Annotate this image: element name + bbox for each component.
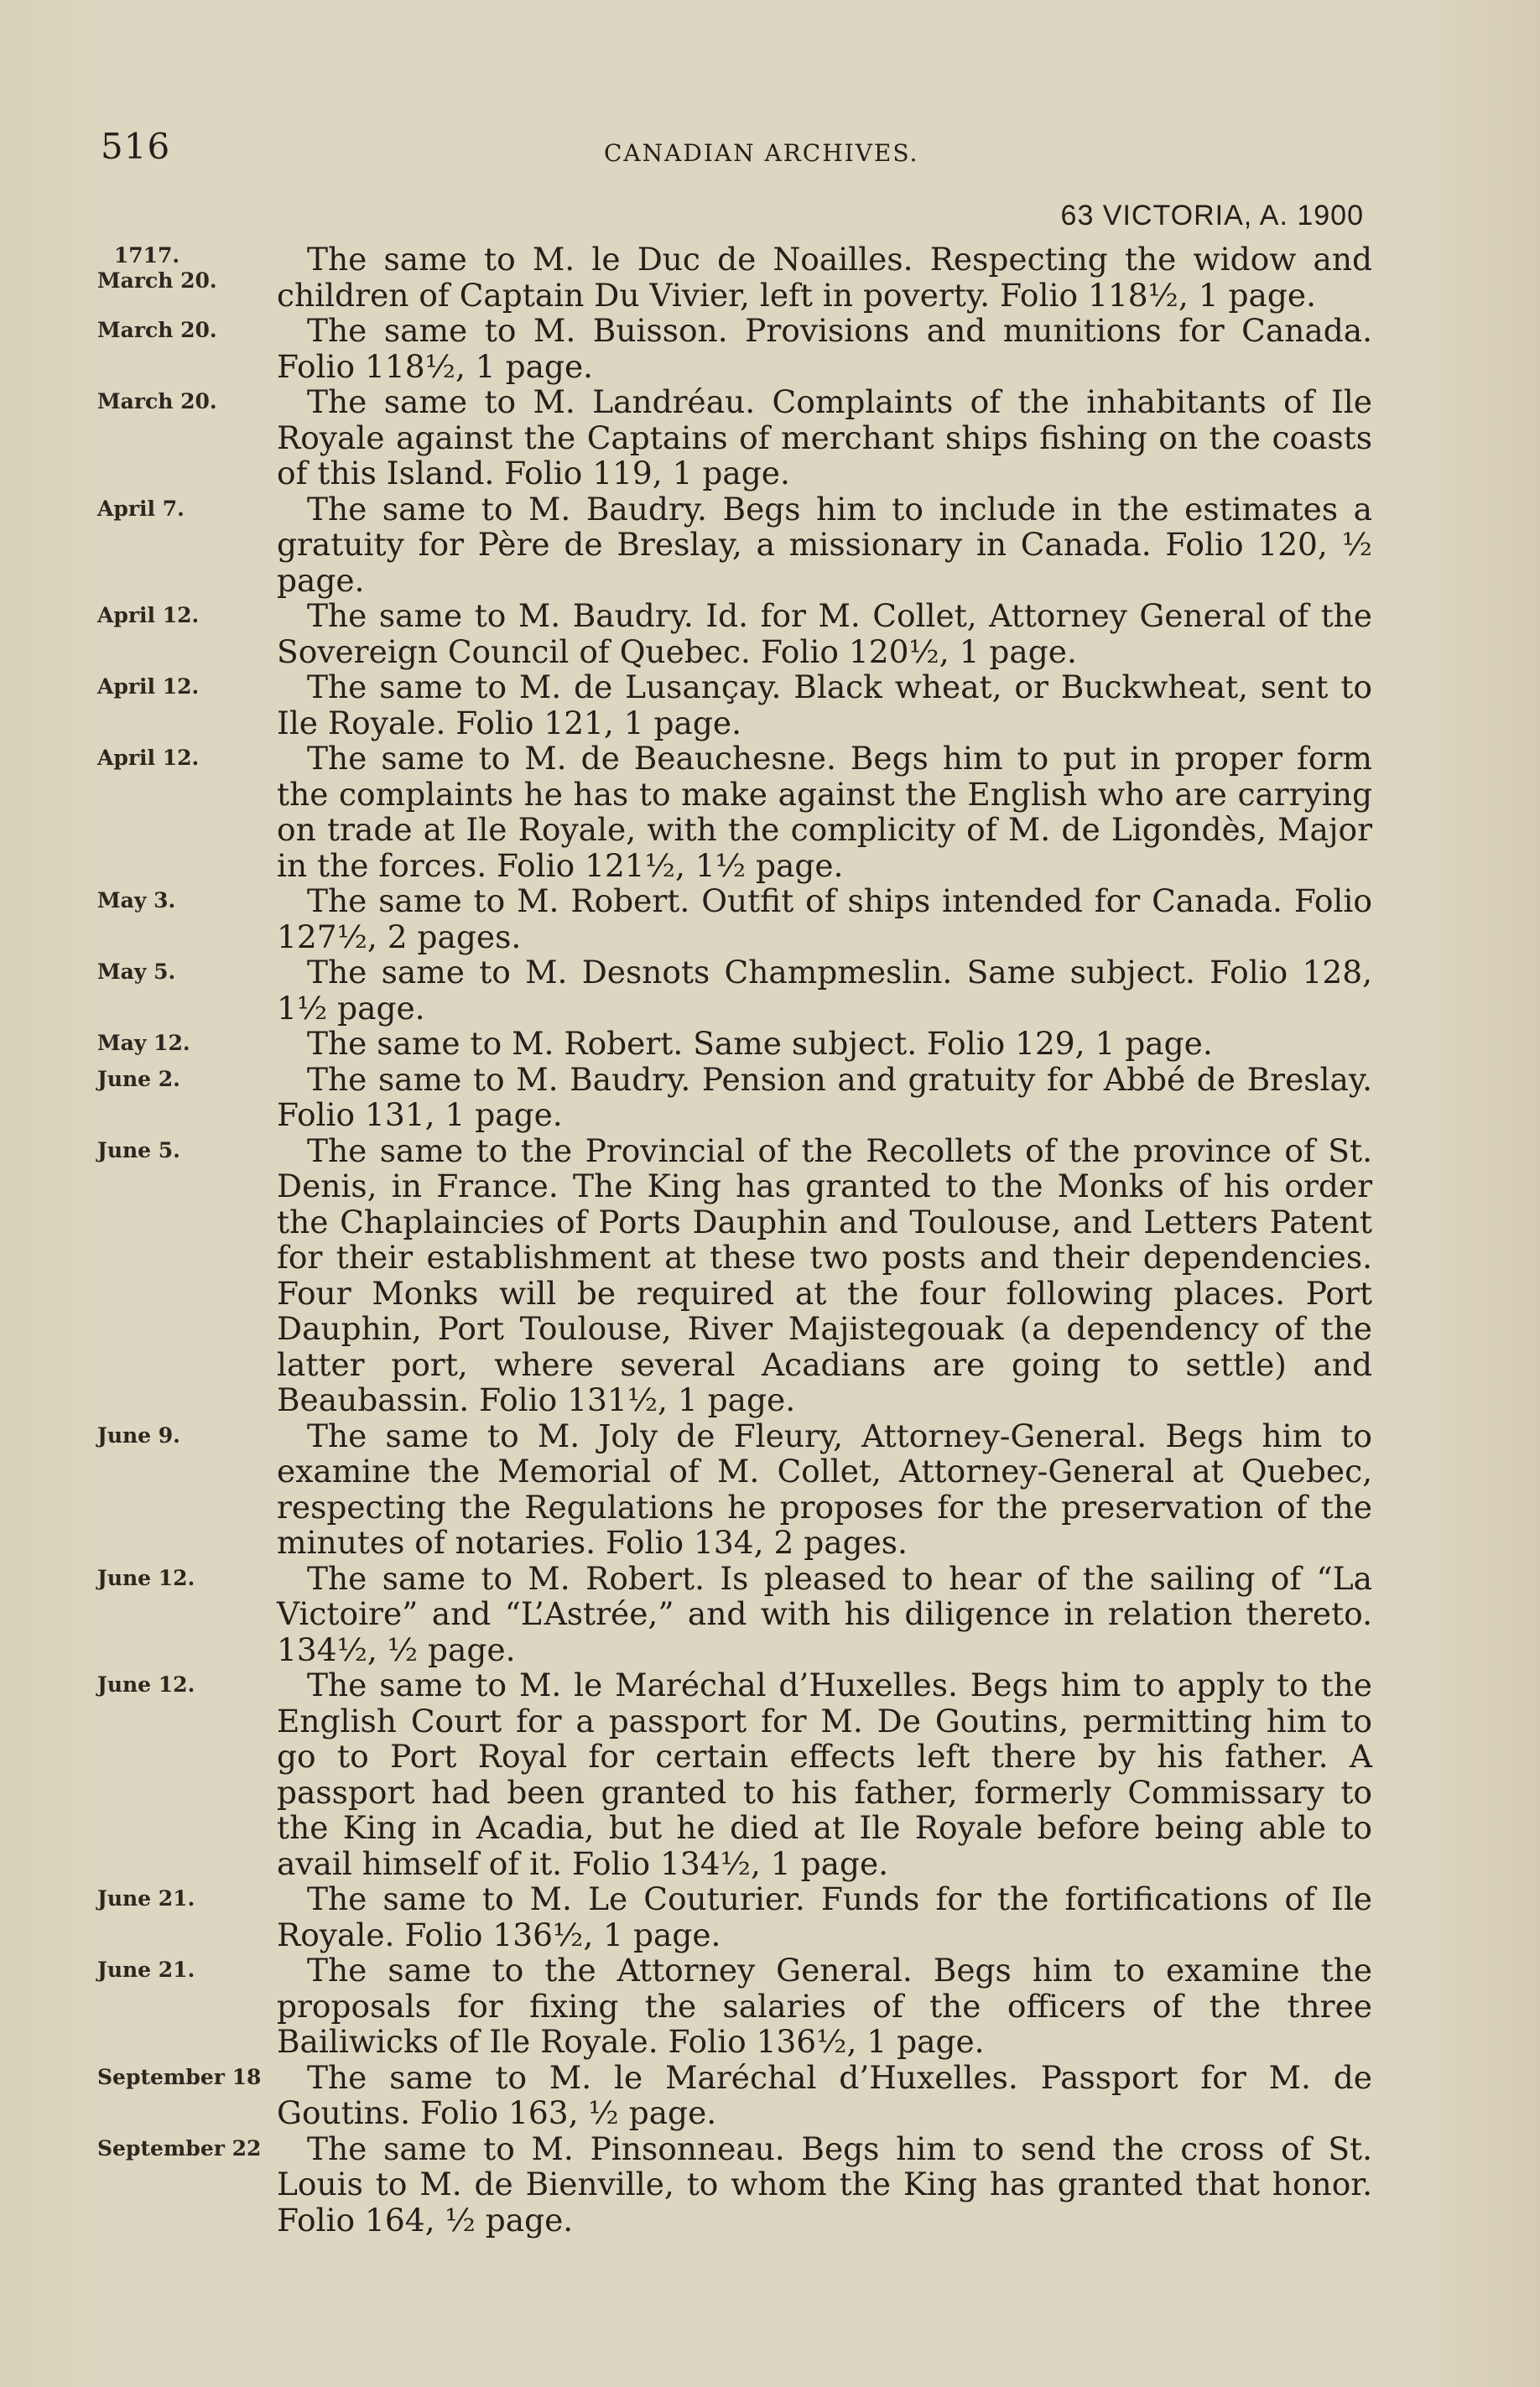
entry-date: June 2. — [97, 1066, 180, 1091]
entry-date: September 18 — [97, 2064, 262, 2089]
entry-date-column — [75, 2060, 277, 2092]
entry-date: June 12. — [97, 1565, 195, 1590]
entry-date-column — [75, 2131, 277, 2163]
entry-text: The same to M. le Maréchal d’Huxelles. Begs him to apply to the English Court for a passport for M. De Goutins, permitting him to go to Port Royal for certain effects left there by his father. A passport had been granted to his father, formerly Commissary to the King in Acadia, but he died at Ile Royale before being able to avail himself of it. Folio 134½, 1 page. — [277, 1667, 1372, 1882]
entry — [75, 2060, 1372, 2131]
entry-date: May 5. — [97, 959, 176, 984]
entry-date: June 21. — [97, 1958, 195, 1982]
entry-date-column — [75, 1062, 277, 1094]
entry-text: The same to M. Pinsonneau. Begs him to send the cross of St. Louis to M. de Bienville, to whom the King has granted that honor. Folio 164, ½ page. — [277, 2130, 1372, 2239]
entry-text: The same to M. de Lusançay. Black wheat, or Buckwheat, sent to Ile Royale. Folio 121, 1 page. — [277, 668, 1372, 741]
entry-date: June 12. — [97, 1672, 195, 1697]
entry-date-column — [75, 242, 277, 295]
entry — [75, 1062, 1372, 1133]
entry — [75, 883, 1372, 954]
entry — [75, 2131, 1372, 2239]
entry-text: The same to M. Robert. Is pleased to hear of the sailing of “La Victoire” and “L’Astrée,” and with his diligence in relation thereto. 134½, ½ page. — [277, 1559, 1372, 1668]
entry-date-column — [75, 491, 277, 523]
entry-text: The same to M. Buisson. Provisions and munitions for Canada. Folio 118½, 1 page. — [277, 312, 1372, 385]
entry-date-column — [75, 1953, 277, 1984]
entry-date: June 9. — [97, 1422, 180, 1448]
entry-date-column — [75, 1133, 277, 1165]
entry-date: May 12. — [97, 1031, 190, 1055]
entry — [75, 491, 1372, 599]
entry — [75, 313, 1372, 384]
entry-date-column — [75, 1418, 277, 1450]
entry-text: The same to M. Joly de Fleury, Attorney-General. Begs him to examine the Memorial of M. Collet, Attorney-General at Quebec, respecting the Regulations he proposes for the preservation of the minutes of notaries. Folio 134, 2 pages. — [277, 1417, 1372, 1561]
entry-date-column — [75, 384, 277, 416]
entry-text: The same to M. Baudry. Begs him to include in the estimates a gratuity for Père de Breslay, a missionary in Canada. Folio 120, ½ page. — [277, 490, 1372, 599]
entry-date-column — [75, 883, 277, 915]
entry-text: The same to M. le Maréchal d’Huxelles. Passport for M. de Goutins. Folio 163, ½ page. — [277, 2058, 1372, 2131]
entry — [75, 242, 1372, 313]
entry-date: April 7. — [97, 496, 185, 521]
entry-text: The same to M. Le Couturier. Funds for the fortifications of Ile Royale. Folio 136½, 1 page. — [277, 1880, 1372, 1953]
entry-text: The same to the Provincial of the Recollets of the province of St. Denis, in France. The King has granted to the Monks of his order the Chaplaincies of Ports Dauphin and Toulouse, and Letters Patent for their establishment at these two posts and their dependencies. Four Monks will be required at the four following places. Port Dauphin, Port Toulouse, River Majistegouak (a dependency of the latter port, where several Acadians are going to settle) and Beaubassin. Folio 131½, 1 page. — [277, 1131, 1372, 1418]
entry — [75, 384, 1372, 491]
entry — [75, 1026, 1372, 1062]
entry-date-column — [75, 1026, 277, 1058]
entry-text: The same to M. Robert. Same subject. Folio 129, 1 page. — [307, 1025, 1213, 1062]
session-label: 63 VICTORIA, A. 1900 — [1060, 200, 1364, 231]
entry-text: The same to M. Baudry. Id. for M. Collet, Attorney General of the Sovereign Council of Quebec. Folio 120½, 1 page. — [277, 597, 1372, 670]
entry — [75, 598, 1372, 669]
entry-date-column — [75, 1561, 277, 1593]
entry — [75, 1561, 1372, 1668]
entry-text: The same to M. de Beauchesne. Begs him to put in proper form the complaints he has to make against the English who are carrying on trade at Ile Royale, with the complicity of M. de Ligondès, Major in the forces. Folio 121½, 1½ page. — [277, 740, 1372, 884]
entry-date: March 20. — [97, 268, 217, 293]
entry-text: The same to the Attorney General. Begs him to examine the proposals for fixing the salaries of the officers of the three Bailiwicks of Ile Royale. Folio 136½, 1 page. — [277, 1952, 1372, 2060]
entry-date: September 22 — [97, 2135, 262, 2161]
entry-text: The same to M. Baudry. Pension and gratuity for Abbé de Breslay. Folio 131, 1 page. — [277, 1060, 1372, 1133]
entry-date-column — [75, 313, 277, 345]
page-number: 516 — [101, 126, 171, 167]
entry — [75, 1418, 1372, 1561]
entry-date: April 12. — [97, 674, 200, 699]
entry-date-column — [75, 954, 277, 986]
entry-date: April 12. — [97, 746, 200, 770]
entry — [75, 669, 1372, 741]
entry-date: April 12. — [97, 603, 200, 627]
entry-date: March 20. — [97, 389, 217, 413]
entry-date: May 3. — [97, 888, 176, 913]
entry-date-column — [75, 741, 277, 772]
entry — [75, 1881, 1372, 1953]
entry-text: The same to M. Robert. Outfit of ships intended for Canada. Folio 127½, 2 pages. — [277, 882, 1372, 955]
entry — [75, 954, 1372, 1026]
entry-text: The same to M. Desnots Champmeslin. Same subject. Folio 128, 1½ page. — [277, 954, 1372, 1027]
entry-text: The same to M. le Duc de Noailles. Respecting the widow and children of Captain Du Vivier, left in poverty. Folio 118½, 1 page. — [277, 241, 1372, 314]
entry-list — [75, 242, 1372, 2238]
entry-text: The same to M. Landréau. Complaints of the inhabitants of Ile Royale against the Captains of merchant ships fishing on the coasts of this Island. Folio 119, 1 page. — [277, 383, 1372, 491]
entry — [75, 1667, 1372, 1881]
entry — [75, 741, 1372, 883]
entry-date: June 5. — [97, 1137, 180, 1162]
entry-date-column — [75, 1667, 277, 1699]
running-title: CANADIAN ARCHIVES. — [604, 139, 919, 167]
entry — [75, 1133, 1372, 1418]
entry-year: 1717. — [113, 243, 180, 268]
entry — [75, 1953, 1372, 2060]
entry-date-column — [75, 598, 277, 630]
entry-date: June 21. — [97, 1886, 195, 1911]
entry-date-column — [75, 1881, 277, 1913]
entry-date: March 20. — [97, 318, 217, 342]
entry-date-column — [75, 669, 277, 701]
